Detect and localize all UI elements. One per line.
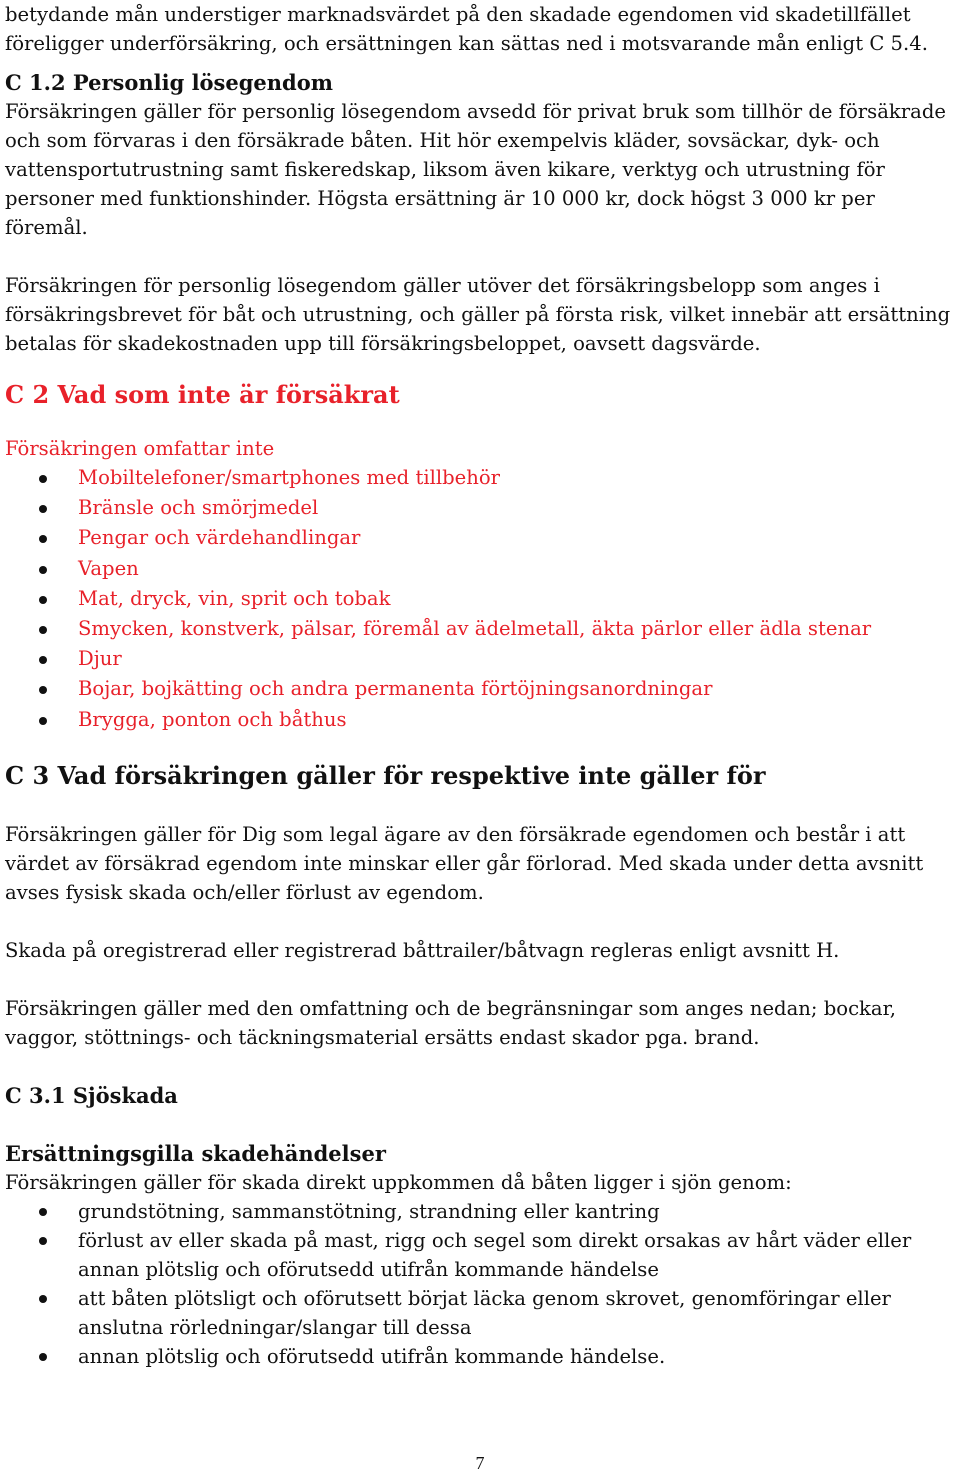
- bullet-icon: [39, 1353, 47, 1361]
- bullet-icon: [39, 505, 47, 513]
- list-item: Pengar och värdehandlingar: [5, 523, 955, 553]
- section-c3-heading: C 3 Vad försäkringen gäller för respektive inte gäller för: [5, 760, 766, 790]
- list-item: Bränsle och smörjmedel: [5, 493, 955, 523]
- section-c2-heading: C 2 Vad som inte är försäkrat: [5, 380, 400, 409]
- list-item: Mobiltelefoner/smartphones med tillbehör: [5, 463, 955, 493]
- bullet-icon: [39, 566, 47, 574]
- section-c3-1-lead: Försäkringen gäller för skada direkt uppkommen då båten ligger i sjön genom:: [5, 1170, 792, 1194]
- section-c3-1-heading: C 3.1 Sjöskada: [5, 1082, 178, 1108]
- bullet-icon: [39, 475, 47, 483]
- list-item: annan plötslig och oförutsedd utifrån kommande händelse.: [5, 1342, 955, 1371]
- section-c3-paragraph-1: Försäkringen gäller för Dig som legal ägare av den försäkrade egendomen och består i att värdet av försäkrad egendom inte minskar eller går förlorad. Med skada under detta avsnitt avses fysisk skada och/eller förlust av egendom.: [5, 822, 924, 904]
- list-item: förlust av eller skada på mast, rigg och segel som direkt orsakas av hårt väder eller annan plötslig och oförutsedd utifrån kommande händelse: [5, 1226, 955, 1284]
- section-c2-exclusion-list: [5, 463, 955, 735]
- bullet-icon: [39, 1237, 47, 1245]
- document-page: [5, 0, 955, 1371]
- page-number: 7: [475, 1453, 485, 1473]
- bullet-icon: [39, 717, 47, 725]
- bullet-icon: [39, 535, 47, 543]
- section-c1-2-heading: C 1.2 Personlig lösegendom: [5, 70, 333, 95]
- bullet-icon: [39, 626, 47, 634]
- intro-paragraph: betydande mån understiger marknadsvärdet på den skadade egendomen vid skadetillfället föreligger underförsäkring, och ersättningen kan sättas ned i motsvarande mån enligt C 5.4.: [5, 3, 928, 55]
- list-item: Brygga, ponton och båthus: [5, 705, 955, 735]
- bullet-icon: [39, 1208, 47, 1216]
- list-item: Djur: [5, 644, 955, 674]
- list-item: Vapen: [5, 554, 955, 584]
- list-item: Smycken, konstverk, pälsar, föremål av ädelmetall, äkta pärlor eller ädla stenar: [5, 614, 955, 644]
- list-item: att båten plötsligt och oförutsett börjat läcka genom skrovet, genomföringar eller anslutna rörledningar/slangar till dessa: [5, 1284, 955, 1342]
- bullet-icon: [39, 596, 47, 604]
- section-c3-1-subheading: Ersättningsgilla skadehändelser: [5, 1140, 386, 1166]
- section-c3-paragraph-2: Skada på oregistrerad eller registrerad båttrailer/båtvagn regleras enligt avsnitt H.: [5, 938, 840, 962]
- list-item: grundstötning, sammanstötning, strandning eller kantring: [5, 1197, 955, 1226]
- section-c2-lead: Försäkringen omfattar inte: [5, 437, 275, 460]
- bullet-icon: [39, 686, 47, 694]
- section-c3-1-event-list: [5, 1197, 955, 1371]
- section-c3-paragraph-3: Försäkringen gäller med den omfattning och de begränsningar som anges nedan; bockar, vaggor, stöttnings- och täckningsmaterial ersätts endast skador pga. brand.: [5, 996, 897, 1049]
- bullet-icon: [39, 1295, 47, 1303]
- list-item: Mat, dryck, vin, sprit och tobak: [5, 584, 955, 614]
- list-item: Bojar, bojkätting och andra permanenta förtöjningsanordningar: [5, 674, 955, 704]
- section-c1-2-paragraph-2: Försäkringen för personlig lösegendom gäller utöver det försäkringsbelopp som anges i försäkringsbrevet för båt och utrustning, och gäller på första risk, vilket innebär att ersättning betalas för skadekostnaden upp till försäkringsbeloppet, oavsett dagsvärde.: [5, 274, 951, 355]
- bullet-icon: [39, 656, 47, 664]
- section-c1-2-paragraph-1: Försäkringen gäller för personlig lösegendom avsedd för privat bruk som tillhör de försäkrade och som förvaras i den försäkrade båten. Hit hör exempelvis kläder, sovsäckar, dyk- och vattensportutrustning samt fiskeredskap, liksom även kikare, verktyg och utrustning för personer med funktionshinder. Högsta ersättning är 10 000 kr, dock högst 3 000 kr per föremål.: [5, 100, 946, 239]
